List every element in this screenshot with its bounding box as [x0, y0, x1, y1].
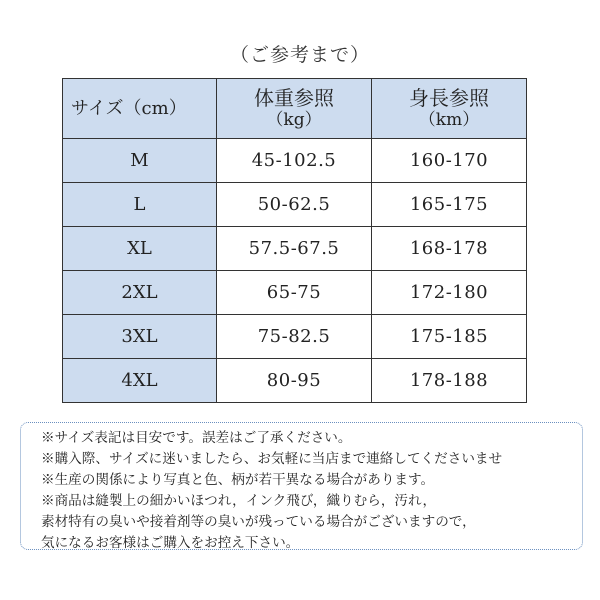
table-row	[63, 139, 527, 183]
table-row	[63, 227, 527, 271]
weight-cell: 45-102.5	[217, 139, 372, 183]
header-height	[372, 79, 527, 139]
header-height-title: 身長参照	[409, 85, 489, 110]
header-weight-unit: （kg）	[266, 109, 322, 130]
notes-box	[20, 422, 583, 550]
height-cell: 178-188	[372, 359, 527, 403]
header-weight-title: 体重参照	[254, 85, 334, 110]
table-row	[63, 315, 527, 359]
table-row	[63, 359, 527, 403]
note-line: 気になるお客様はご購入をお控え下さい。	[41, 535, 300, 551]
weight-cell: 80-95	[217, 359, 372, 403]
note-line: 素材特有の臭いや接着剤等の臭いが残っている場合がございますので，	[41, 514, 476, 530]
size-cell: L	[63, 183, 217, 227]
table-row	[63, 271, 527, 315]
note-line: ※購入際、サイズに迷いましたら、お気軽に当店まで連絡してくださいませ	[41, 451, 503, 467]
height-cell: 172-180	[372, 271, 527, 315]
weight-cell: 57.5-67.5	[217, 227, 372, 271]
weight-cell: 50-62.5	[217, 183, 372, 227]
size-cell: M	[63, 139, 217, 183]
header-size: サイズ（cm）	[63, 79, 217, 139]
weight-cell: 75-82.5	[217, 315, 372, 359]
table-caption: （ご参考まで）	[229, 44, 370, 66]
note-line: ※商品は縫製上の細かいほつれ，インク飛び，織りむら，汚れ，	[41, 493, 437, 509]
size-cell: 4XL	[63, 359, 217, 403]
header-height-unit: （km）	[418, 109, 480, 130]
size-cell: XL	[63, 227, 217, 271]
note-line: ※生産の関係により写真と色、柄が若干異なる場合があります。	[41, 472, 435, 488]
height-cell: 165-175	[372, 183, 527, 227]
table-row	[63, 183, 527, 227]
table-header-row	[63, 79, 527, 139]
height-cell: 168-178	[372, 227, 527, 271]
size-chart-table	[62, 78, 527, 403]
size-cell: 2XL	[63, 271, 217, 315]
header-weight	[217, 79, 372, 139]
height-cell: 160-170	[372, 139, 527, 183]
size-cell: 3XL	[63, 315, 217, 359]
height-cell: 175-185	[372, 315, 527, 359]
weight-cell: 65-75	[217, 271, 372, 315]
note-line: ※サイズ表記は目安です。誤差はご了承ください。	[41, 430, 352, 446]
